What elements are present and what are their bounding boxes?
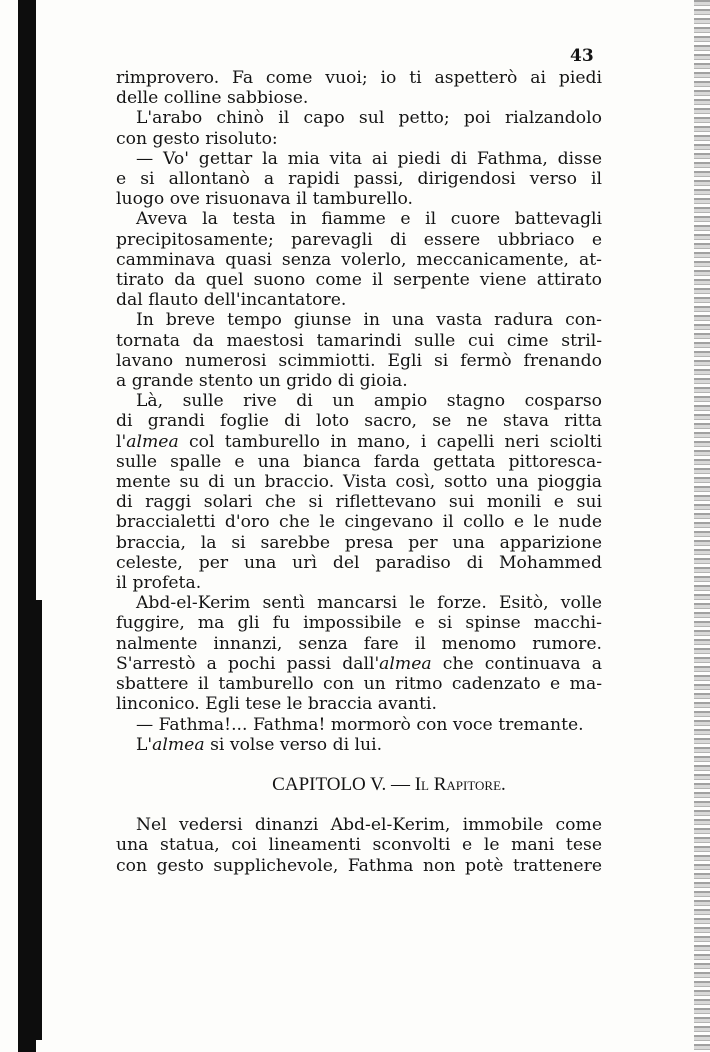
text-line: sbattere il tamburello con un ritmo cadenzato e ma- <box>116 674 602 695</box>
text-line: tirato da quel suono come il serpente viene attirato <box>116 270 602 291</box>
text-line: a grande stento un grido di gioia. <box>116 371 408 392</box>
text-line: il profeta. <box>116 573 202 594</box>
text-line: una statua, coi lineamenti sconvolti e le mani tese <box>116 835 602 856</box>
text-line: l'almea col tamburello in mano, i capelli neri sciolti <box>116 431 602 452</box>
text-line: Nel vedersi dinanzi Abd-el-Kerim, immobile come <box>136 815 602 836</box>
binding-shadow-lower <box>36 600 42 1040</box>
chapter-title: Il Rapitore. <box>414 773 506 795</box>
text-line: camminava quasi senza volerlo, meccanicamente, at- <box>116 249 602 270</box>
text-line: S'arrestò a pochi passi dall'almea che continuava a <box>116 653 602 674</box>
text-line: con gesto supplichevole, Fathma non potè trattenere <box>116 855 602 876</box>
page-edge-speckle <box>694 0 710 1052</box>
text-line: braccialetti d'oro che le cingevano il collo e le nude <box>116 512 602 533</box>
text-line: e si allontanò a rapidi passi, dirigendosi verso il <box>116 169 602 190</box>
text-line: sulle spalle e una bianca farda gettata pittoresca- <box>116 451 602 472</box>
text-line: — Fathma!... Fathma! mormorò con voce tremante. <box>136 714 584 735</box>
text-line: Abd-el-Kerim sentì mancarsi le forze. Esitò, volle <box>136 593 602 614</box>
text-line: Aveva la testa in fiamme e il cuore battevagli <box>136 209 602 230</box>
text-line: tornata da maestosi tamarindi sulle cui cime stril- <box>116 330 602 351</box>
text-line: dal flauto dell'incantatore. <box>116 290 347 311</box>
text-line: rimprovero. Fa come vuoi; io ti aspetterò ai piedi <box>116 68 602 88</box>
text-line: delle colline sabbiose. <box>116 88 309 109</box>
text-line: celeste, per una urì del paradiso di Mohammed <box>116 552 602 573</box>
text-line: nalmente innanzi, senza fare il menomo rumore. <box>116 633 602 654</box>
chapter-number: CAPITOLO V. — <box>272 773 415 795</box>
text-line: L'arabo chinò il capo sul petto; poi rialzandolo <box>136 108 602 129</box>
text-line: lavano numerosi scimmiotti. Egli si fermò frenando <box>116 350 602 371</box>
text-line: In breve tempo giunse in una vasta radura con- <box>136 310 602 331</box>
text-line: braccia, la si sarebbe presa per una apparizione <box>116 532 602 553</box>
text-line: Là, sulle rive di un ampio stagno cosparso <box>136 391 602 412</box>
text-line: fuggire, ma gli fu impossibile e si spinse macchi- <box>116 613 602 634</box>
text-line: con gesto risoluto: <box>116 128 278 149</box>
page-number: 43 <box>570 46 594 66</box>
text-line: linconico. Egli tese le braccia avanti. <box>116 694 437 715</box>
text-line: mente su di un braccio. Vista così, sotto una pioggia <box>116 472 602 493</box>
chapter-heading <box>116 775 602 795</box>
text-line: L'almea si volse verso di lui. <box>136 734 383 755</box>
body-text <box>116 68 602 876</box>
text-line: luogo ove risuonava il tamburello. <box>116 189 413 210</box>
binding-shadow <box>18 0 36 1052</box>
text-line: precipitosamente; parevagli di essere ubbriaco e <box>116 229 602 250</box>
text-line: — Vo' gettar la mia vita ai piedi di Fathma, disse <box>136 148 602 169</box>
text-line: di grandi foglie di loto sacro, se ne stava ritta <box>116 411 602 432</box>
text-line: di raggi solari che si riflettevano sui monili e sui <box>116 492 602 513</box>
